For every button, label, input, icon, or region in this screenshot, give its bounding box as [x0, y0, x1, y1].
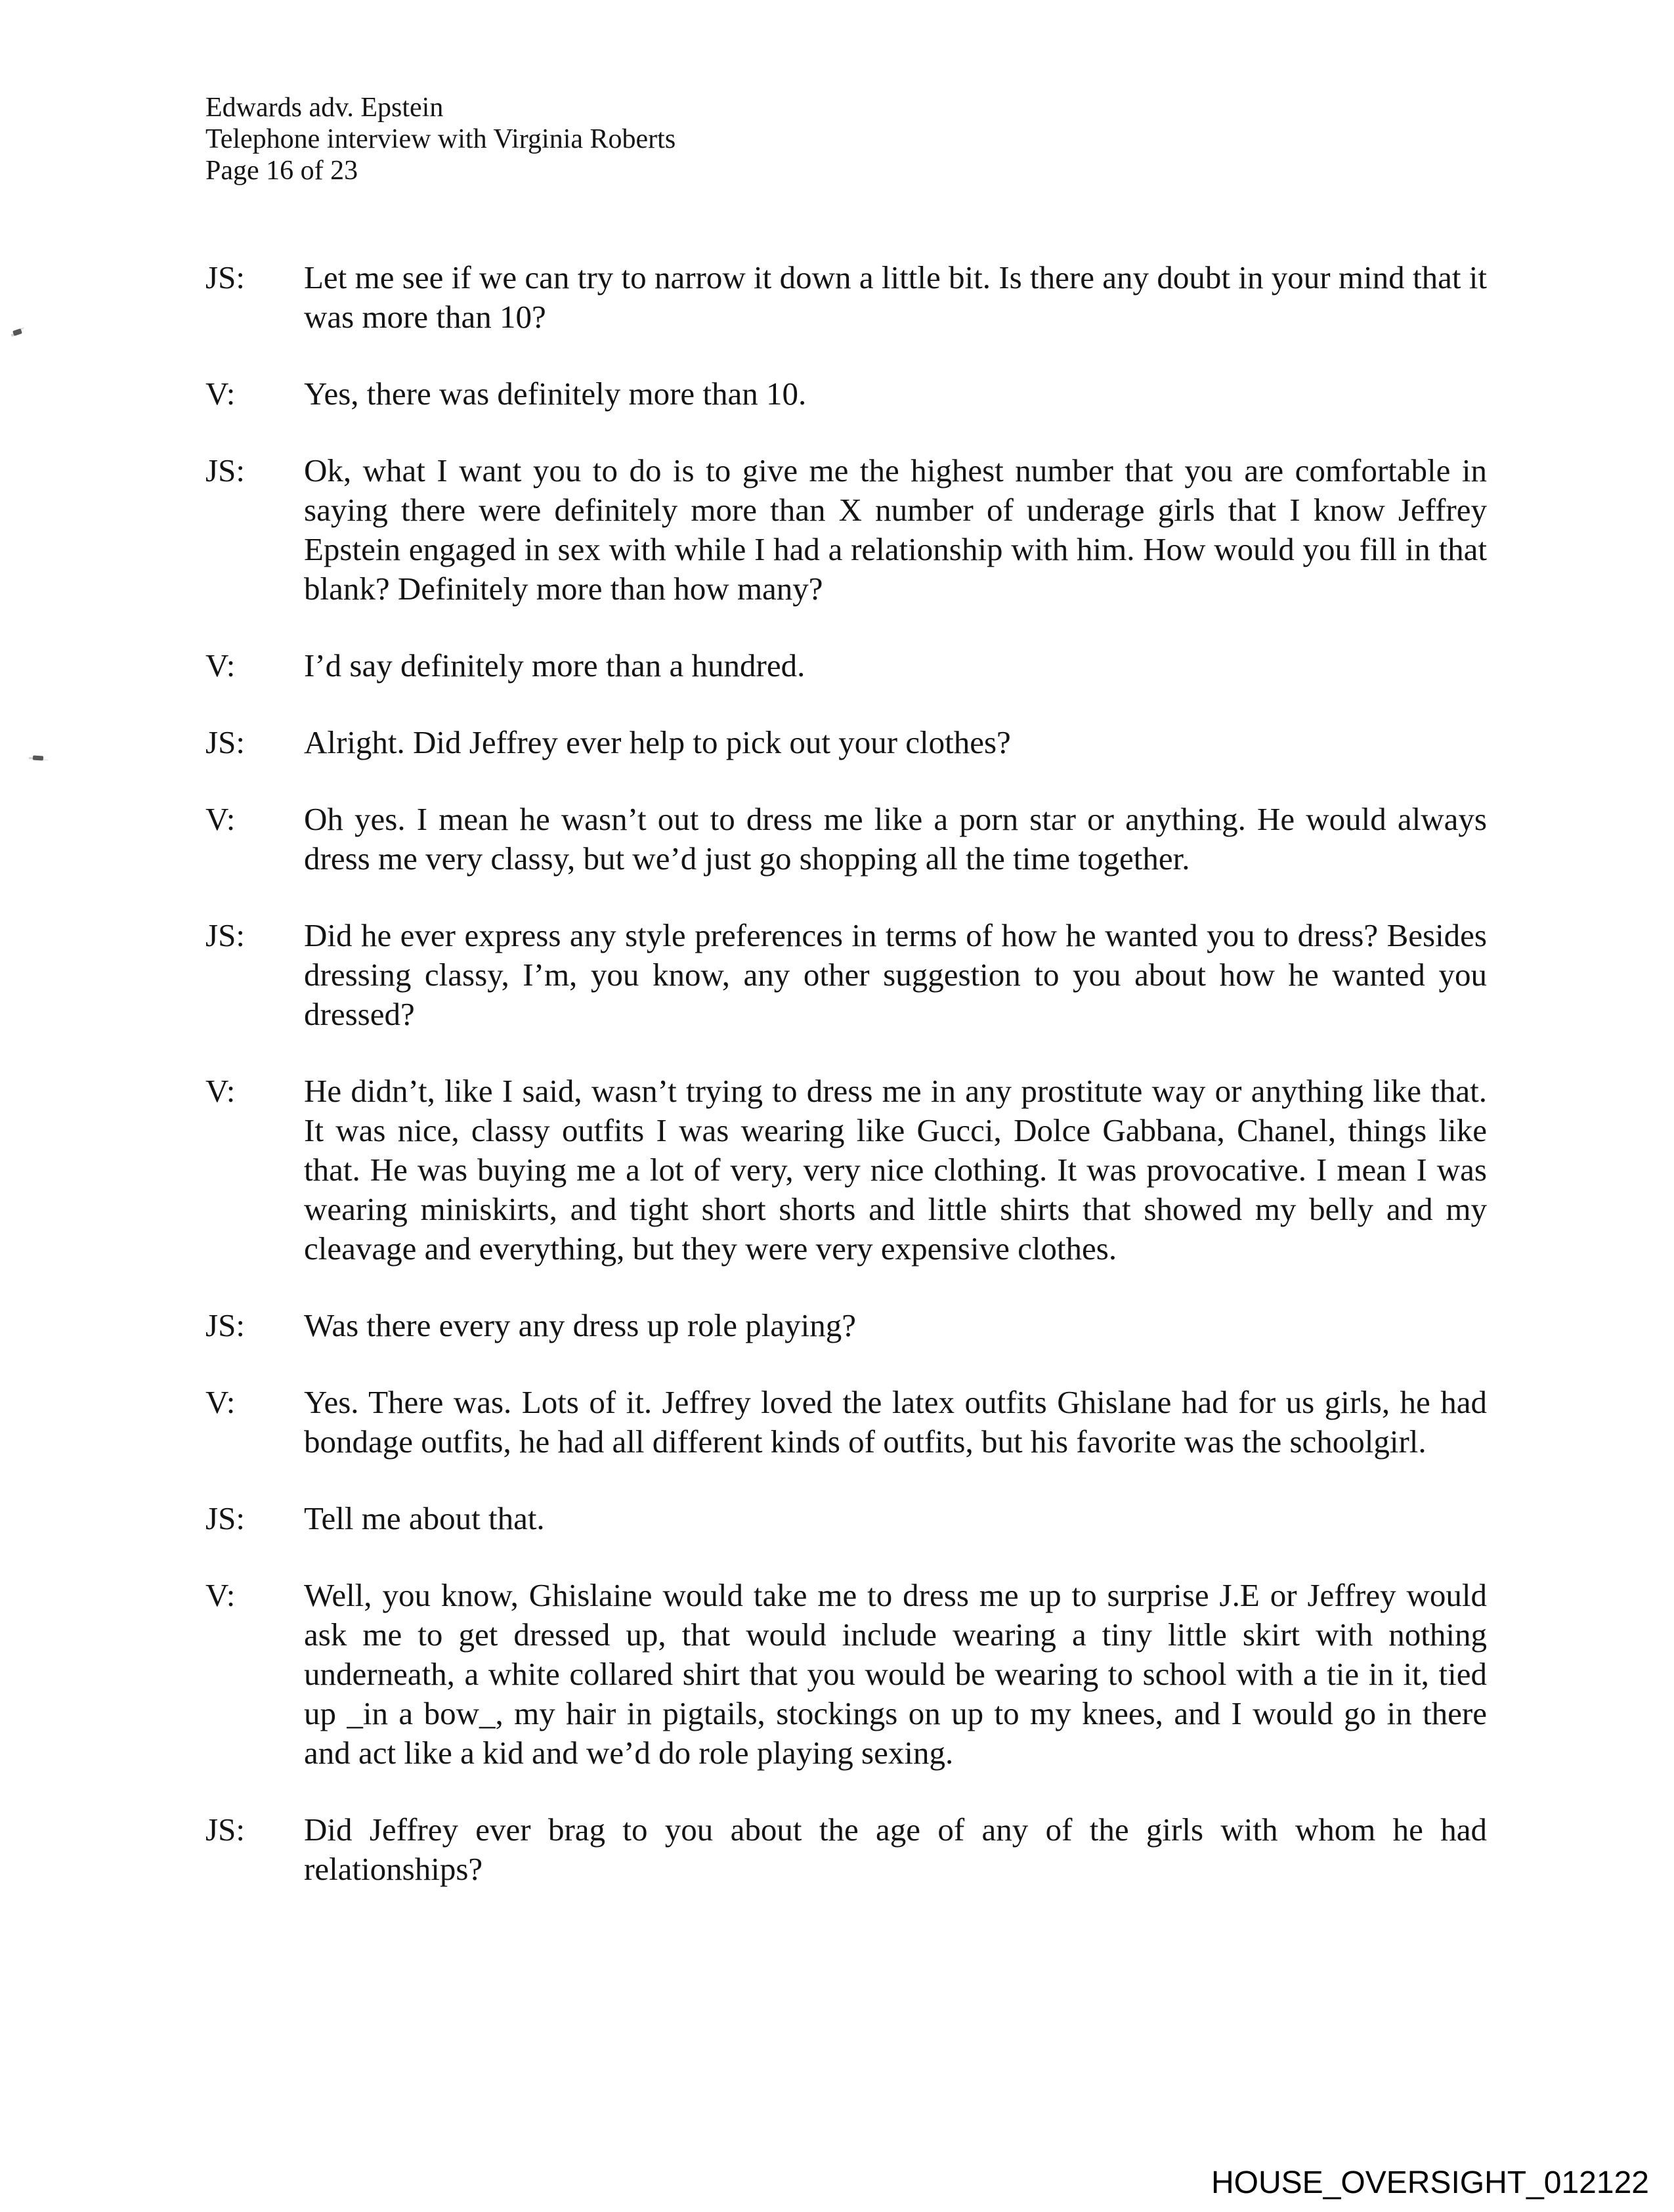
transcript-row: [205, 646, 1487, 685]
speech-text: Did he ever express any style preferences in terms of how he wanted you to dress? Besides dressing classy, I’m, you know, any other suggestion to you about how he wanted you dressed?: [304, 917, 1487, 1032]
bates-stamp: HOUSE_OVERSIGHT_012122: [1211, 2165, 1649, 2200]
header-case-title: Edwards adv. Epstein: [205, 93, 444, 123]
speech-text: Was there every any dress up role playing?: [304, 1307, 856, 1343]
speech-text: Let me see if we can try to narrow it down a little bit. Is there any doubt in your mind that it was more than 10?: [304, 259, 1487, 335]
transcript-row: [205, 1072, 1487, 1269]
transcript-row: [205, 1499, 1487, 1538]
speaker-label: JS:: [205, 724, 245, 760]
transcript-row: [205, 374, 1487, 414]
speech-text: I’d say definitely more than a hundred.: [304, 647, 805, 683]
speaker-label: JS:: [205, 1307, 245, 1343]
transcript-row: [205, 1383, 1487, 1462]
speech-text: Alright. Did Jeffrey ever help to pick out your clothes?: [304, 724, 1011, 760]
speech-text: Yes, there was definitely more than 10.: [304, 376, 807, 412]
speech-text: Yes. There was. Lots of it. Jeffrey loved the latex outfits Ghislane had for us girls, he had bondage outfits, he had all different kinds of outfits, but his favorite was the schoolgirl.: [304, 1384, 1487, 1460]
speech-text: Well, you know, Ghislaine would take me to dress me up to surprise J.E or Jeffrey would ask me to get dressed up, that would include wearing a tiny little skirt with nothing underneath, a white collared shirt that you would be wearing to school with a tie in it, tied up _in a bow_, my hair in pigtails, stockings on up to my knees, and I would go in there and act like a kid and we’d do role playing sexing.: [304, 1577, 1487, 1771]
header-page-number: Page 16 of 23: [205, 156, 358, 186]
scan-artifact: [33, 755, 43, 760]
speaker-label: V:: [205, 1073, 236, 1109]
scan-artifact: [12, 328, 22, 336]
speaker-label: V:: [205, 801, 236, 837]
speech-text: Oh yes. I mean he wasn’t out to dress me like a porn star or anything. He would always dress me very classy, but we’d just go shopping all the time together.: [304, 801, 1487, 877]
speaker-label: JS:: [205, 259, 245, 295]
speech-text: Tell me about that.: [304, 1500, 545, 1536]
speech-text: He didn’t, like I said, wasn’t trying to dress me in any prostitute way or anything like that. It was nice, classy outfits I was wearing like Gucci, Dolce Gabbana, Chanel, things like that. He was buying me a lot of very, very nice clothing. It was provocative. I mean I was wearing miniskirts, and tight short shorts and little shirts that showed my belly and my cleavage and everything, but they were very expensive clothes.: [304, 1073, 1487, 1267]
transcript-body: [205, 258, 1487, 1926]
speaker-label: V:: [205, 1577, 236, 1613]
speaker-label: V:: [205, 1384, 236, 1420]
speaker-label: V:: [205, 376, 236, 412]
transcript-row: [205, 800, 1487, 878]
transcript-row: [205, 916, 1487, 1034]
speaker-label: JS:: [205, 1811, 245, 1848]
document-header: [205, 92, 676, 186]
speaker-label: JS:: [205, 1500, 245, 1536]
speaker-label: JS:: [205, 452, 245, 488]
transcript-row: [205, 723, 1487, 762]
header-subtitle: Telephone interview with Virginia Roberts: [205, 124, 676, 154]
transcript-row: [205, 451, 1487, 609]
transcript-row: [205, 1576, 1487, 1773]
speech-text: Did Jeffrey ever brag to you about the age of any of the girls with whom he had relationships?: [304, 1811, 1487, 1887]
transcript-row: [205, 258, 1487, 337]
speaker-label: V:: [205, 647, 236, 683]
transcript-row: [205, 1810, 1487, 1889]
speaker-label: JS:: [205, 917, 245, 953]
speech-text: Ok, what I want you to do is to give me the highest number that you are comfortable in saying there were definitely more than X number of underage girls that I know Jeffrey Epstein engaged in sex with while I had a relationship with him. How would you fill in that blank? Definitely more than how many?: [304, 452, 1487, 607]
transcript-row: [205, 1306, 1487, 1345]
